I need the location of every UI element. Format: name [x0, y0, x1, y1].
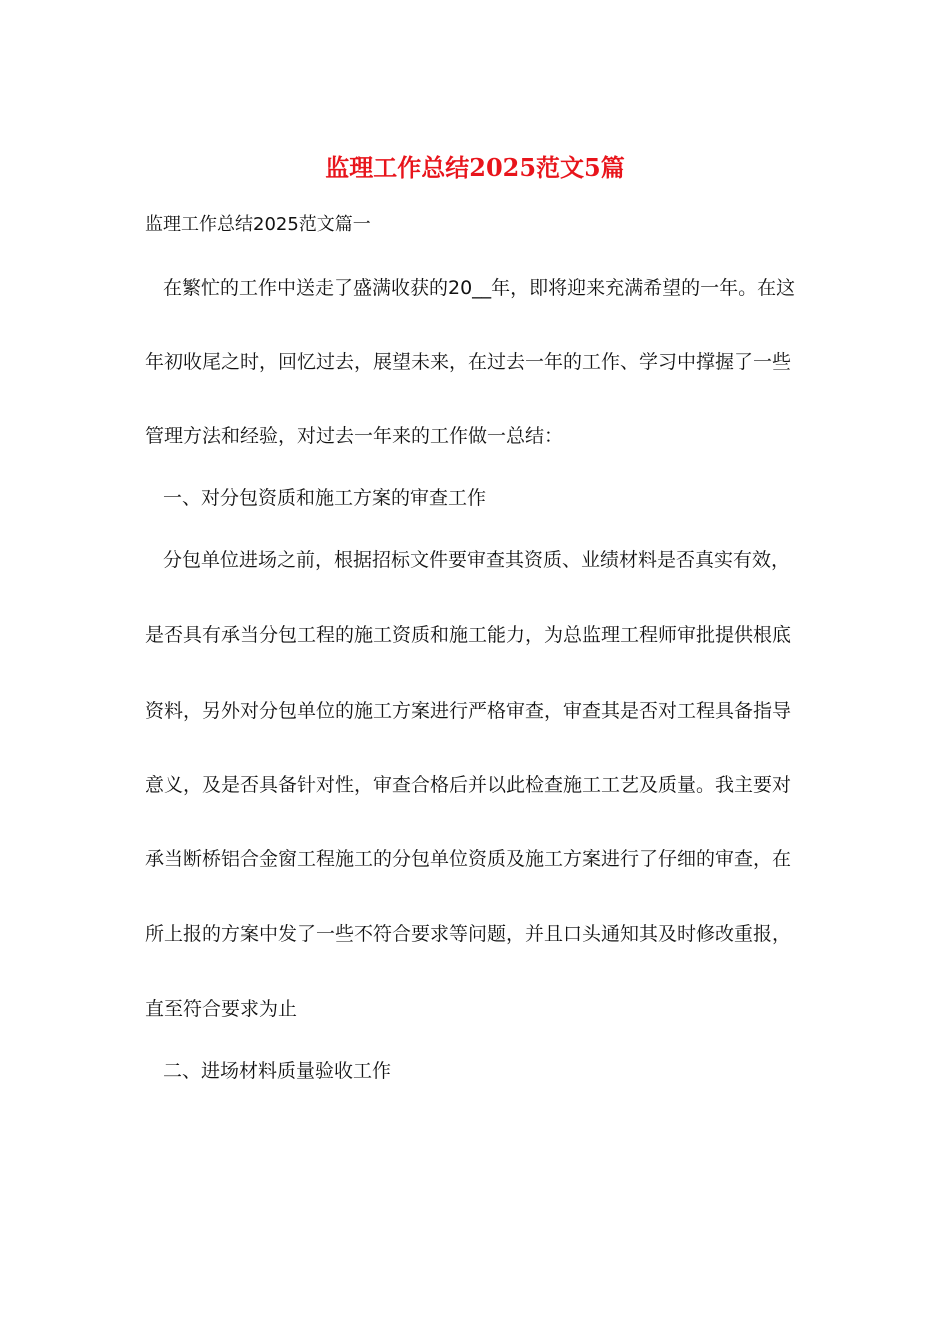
- subheading-line: 一、对分包资质和施工方案的审查工作: [163, 487, 487, 509]
- paragraph-line: 是否具有承当分包工程的施工资质和施工能力，为总监理工程师审批提供根底: [145, 624, 792, 646]
- paragraph-line: 资料，另外对分包单位的施工方案进行严格审查，审查其是否对工程具备指导: [145, 700, 792, 722]
- document-title: 监理工作总结2025范文5篇: [325, 153, 625, 182]
- paragraph-line: 承当断桥铝合金窗工程施工的分包单位资质及施工方案进行了仔细的审查，在: [145, 848, 792, 870]
- paragraph-line: 直至符合要求为止: [145, 998, 298, 1020]
- paragraph-line: 所上报的方案中发了一些不符合要求等问题，并且口头通知其及时修改重报，: [145, 923, 792, 945]
- paragraph-line: 分包单位进场之前，根据招标文件要审查其资质、业绩材料是否真实有效，: [163, 549, 791, 571]
- subheading-line: 二、进场材料质量验收工作: [163, 1060, 392, 1082]
- paragraph-line: 管理方法和经验，对过去一年来的工作做一总结：: [145, 425, 564, 447]
- paragraph-line: 年初收尾之时，回忆过去，展望未来，在过去一年的工作、学习中撑握了一些: [145, 351, 792, 373]
- paragraph-line: 意义，及是否具备针对性，审查合格后并以此检查施工工艺及质量。我主要对: [145, 774, 792, 796]
- paragraph-line: 在繁忙的工作中送走了盛满收获的20__年，即将迎来充满希望的一年。在这: [163, 277, 796, 299]
- section-heading: 监理工作总结2025范文篇一: [145, 214, 371, 235]
